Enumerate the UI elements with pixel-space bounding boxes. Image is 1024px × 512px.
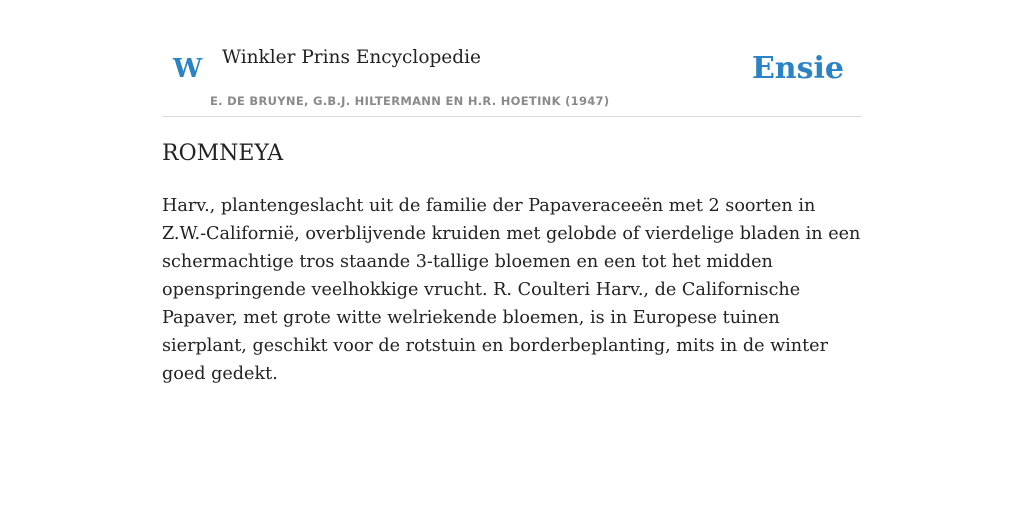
source-title[interactable]: Winkler Prins Encyclopedie [222,47,481,68]
source-authors: E. DE BRUYNE, G.B.J. HILTERMANN EN H.R. HOETINK (1947) [210,94,610,108]
source-header [162,0,862,117]
ensie-logo-link[interactable]: Ensie [751,51,844,86]
entry-title: ROMNEYA [162,141,284,166]
page-container [162,0,862,384]
entry-body: Harv., plantengeslacht uit de familie der Papaveraceeën met 2 soorten in Z.W.-Californië, overblijvende kruiden met gelobde of vierdelige bladen in een schermachtige tros staande 3-tallige bloemen en een tot het midden openspringende veelhokkige vrucht. R. Coulteri Harv., de Californische Papaver, met grote witte welriekende bloemen, is in Europese tuinen sierplant, geschikt voor de rotstuin en borderbeplanting, mits in de winter goed gedekt. [162,196,861,384]
source-logo[interactable]: W [173,54,203,84]
